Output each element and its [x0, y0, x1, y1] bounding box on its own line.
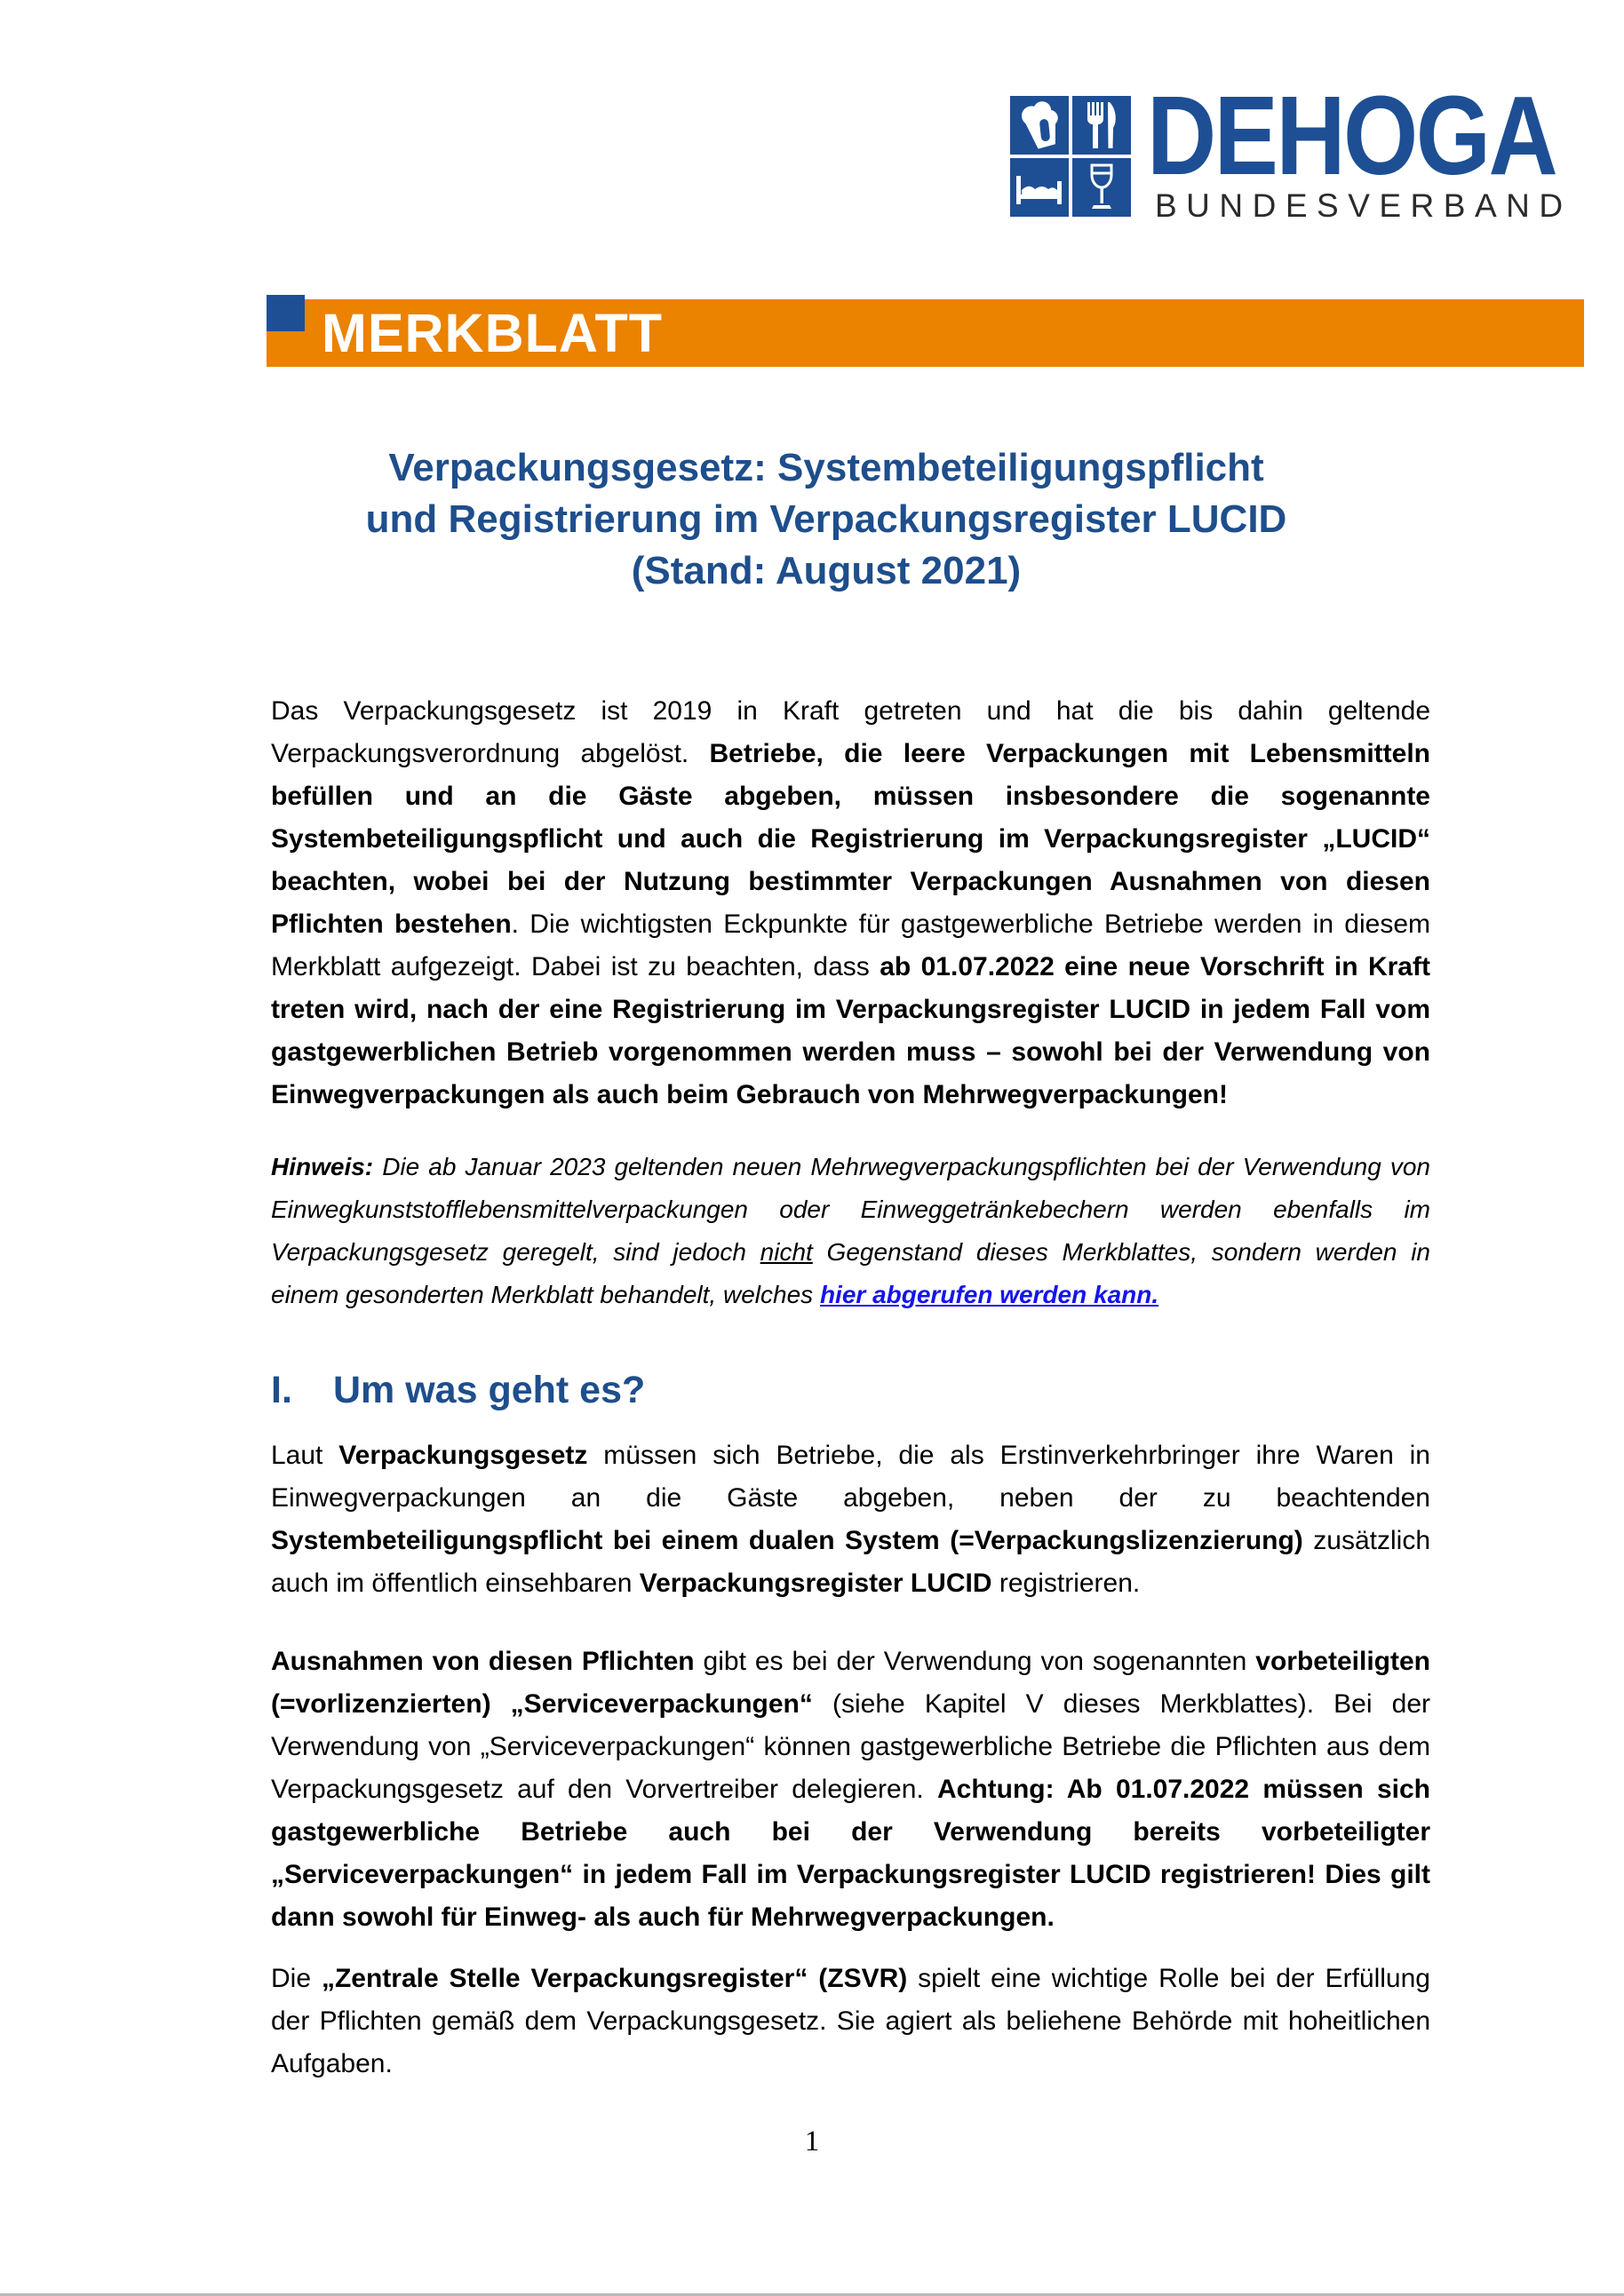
title-line-2: und Registrierung im Verpackungsregister LUCID: [365, 497, 1287, 541]
text-run: Ausnahmen von diesen Pflichten: [271, 1647, 695, 1676]
text-run: . Die wichtigsten Eckpunkte für gastgewerbliche Betriebe werden in diesem Merkblatt aufgezeigt. Dabei ist zu beachten, dass: [271, 910, 1430, 981]
fork-knife-icon: [1072, 96, 1131, 155]
paragraph-lucid-registration: [271, 1434, 1430, 1605]
bed-icon: [1010, 158, 1069, 217]
banner-accent-square: [267, 295, 305, 331]
dehoga-logo: [1010, 96, 1131, 217]
intro-paragraph: [271, 690, 1430, 1116]
text-run: Systembeteiligungspflicht bei einem dualen System (=Verpackungslizenzierung): [271, 1526, 1303, 1555]
merkblatt-banner: [267, 299, 1584, 367]
section-heading-numeral: I.: [271, 1369, 292, 1411]
text-run: ab 01.07.2022 eine neue Vorschrift in Kraft treten wird, nach der eine Registrierung im Verpackungsregister LUCID in jedem Fall vom gastgewerblichen Betrieb vorgenommen werden muss – sowohl bei der Verwendung von Einwegverpackungen als auch beim Gebrauch von Mehrwegverpackungen!: [271, 952, 1430, 1109]
text-run: registrieren.: [991, 1569, 1141, 1598]
text-run: Verpackungsregister LUCID: [639, 1569, 992, 1598]
text-run: Gegenstand dieses Merkblattes, sondern werden in einem gesonderten Merkblatt behandelt, welches: [271, 1238, 1430, 1308]
text-run: Verpackungsgesetz: [338, 1441, 588, 1470]
chef-hat-icon: [1010, 96, 1069, 155]
text-run: Hinweis:: [271, 1153, 374, 1180]
text-run: vorbeteiligten (=vorlizenzierten) „Serviceverpackungen“: [271, 1647, 1430, 1719]
document-title: [227, 442, 1426, 597]
text-run: zusätzlich auch im öffentlich einsehbaren: [271, 1526, 1431, 1598]
text-run: (siehe Kapitel V dieses Merkblattes). Bei der Verwendung von „Serviceverpackungen“ können gastgewerbliche Betriebe die Pflichten aus dem Verpackungsgesetz auf den Vorvertreiber delegieren.: [271, 1689, 1431, 1804]
text-run: Die ab Januar 2023 geltenden neuen Mehrwegverpackungspflichten bei der Verwendung von Einwegkunststofflebensmittelverpackungen oder Einweggetränkebechern werden ebenfalls im Verpackungsgesetz geregelt, sind jedoch: [271, 1153, 1430, 1266]
title-line-1: Verpackungsgesetz: Systembeteiligungspflicht: [388, 446, 1264, 489]
text-run: Betriebe, die leere Verpackungen mit Lebensmitteln befüllen und an die Gäste abgeben, müssen insbesondere die sogenannte Systembeteiligungspflicht und auch die Registrierung im Verpackungsregister „LUCID“ beachten, wobei bei der Nutzung bestimmter Verpackungen Ausnahmen von diesen Pflichten bestehen: [271, 739, 1431, 939]
text-run: müssen sich Betriebe, die als Erstinverkehrbringer ihre Waren in Einwegverpackungen an die Gäste abgeben, neben der zu beachtenden: [271, 1441, 1430, 1513]
text-run: spielt eine wichtige Rolle bei der Erfüllung der Pflichten gemäß dem Verpackungsgesetz. Sie agiert als beliehene Behörde mit hoheitlichen Aufgaben.: [271, 1964, 1430, 2078]
section-heading-text: Um was geht es?: [333, 1369, 646, 1411]
section-heading-1: [271, 1368, 645, 1412]
logo-brand-text: DEHOGA: [1147, 73, 1556, 198]
text-run: Die: [271, 1964, 322, 1993]
paragraph-zsvr: [271, 1958, 1430, 2085]
logo-subbrand-text: BUNDESVERBAND: [1155, 187, 1572, 224]
text-run: Laut: [271, 1441, 339, 1470]
hinweis-note: [271, 1146, 1430, 1316]
text-run: Achtung: Ab 01.07.2022 müssen sich gastgewerbliche Betriebe auch bei der Verwendung bereits vorbeteiligter „Serviceverpackungen“ in jedem Fall im Verpackungsregister LUCID registrieren! Dies gilt dann sowohl für Einweg- als auch für Mehrwegverpackungen.: [271, 1775, 1430, 1932]
text-run: „Zentrale Stelle Verpackungsregister“ (ZSVR): [321, 1964, 908, 1993]
title-line-3: (Stand: August 2021): [631, 549, 1022, 592]
text-run: Das Verpackungsgesetz ist 2019 in Kraft getreten und hat die bis dahin geltende Verpackungsverordnung abgelöst.: [271, 696, 1430, 768]
page-number: 1: [804, 2125, 820, 2157]
merkblatt-download-link[interactable]: hier abgerufen werden kann.: [819, 1281, 1159, 1308]
text-run: nicht: [760, 1238, 813, 1266]
text-run: gibt es bei der Verwendung von sogenannten: [694, 1647, 1256, 1676]
banner-title: MERKBLATT: [322, 302, 663, 363]
wine-glass-icon: [1072, 158, 1131, 217]
paragraph-exceptions: [271, 1641, 1430, 1939]
